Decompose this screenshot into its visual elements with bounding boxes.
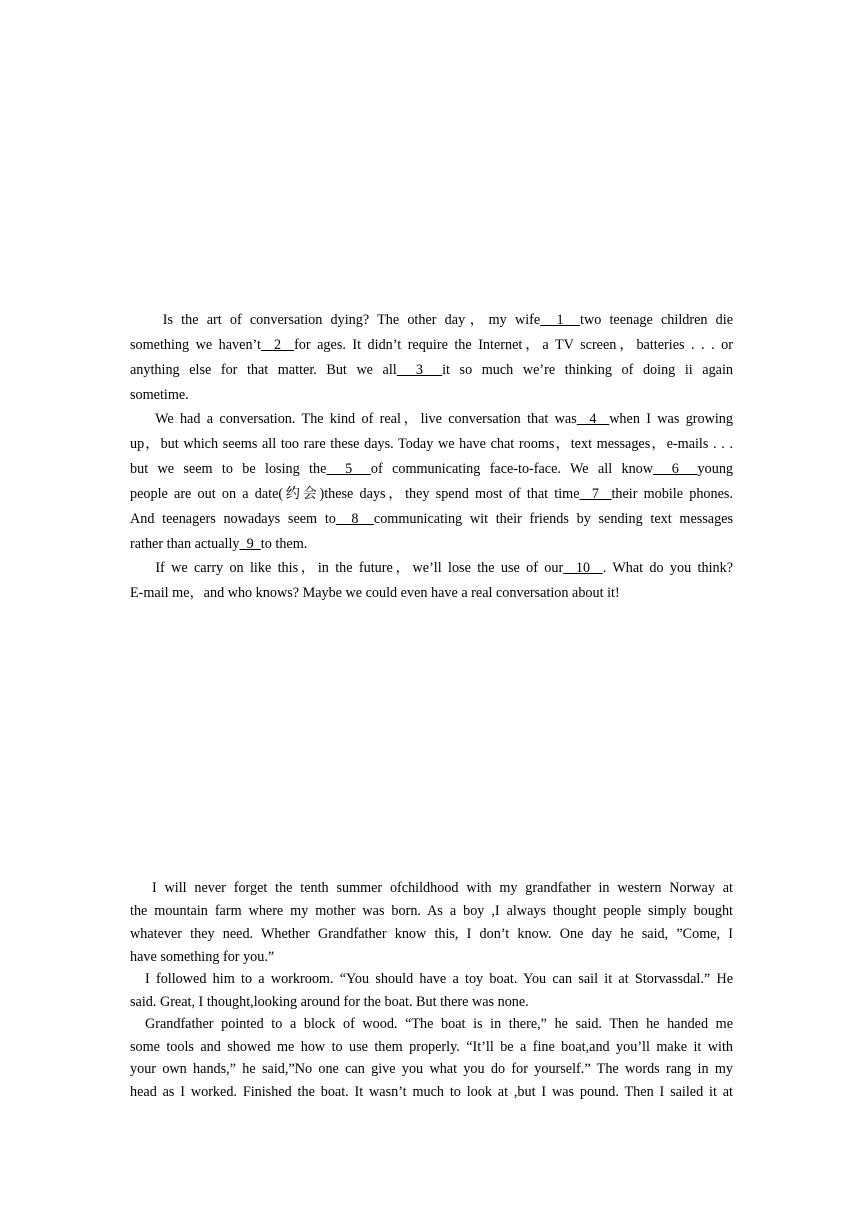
passage-line (130, 361, 733, 379)
passage-text: And teenagers nowadays seem to (130, 511, 336, 527)
passage-text: If we carry on like this，in the future，we’ll lose the use of our (130, 560, 564, 576)
reading-line: whatever they need. Whether Grandfather know this, I don’t know. One day he said, ”Come, I (130, 926, 733, 942)
reading-line: your own hands,” he said,”No one can give you what you do for yourself.” The words rang in my (130, 1061, 733, 1077)
cloze-blank[interactable]: 5 (326, 461, 371, 477)
passage-text: two teenage children die (580, 312, 733, 328)
passage-text: up，but which seems all too rare these days. Today we have chat rooms，text messages，e-mails . . . (130, 436, 733, 452)
passage-text: something we haven’t (130, 337, 261, 353)
reading-line: the mountain farm where my mother was born. As a boy ,I always thought people simply bought (130, 903, 733, 919)
passage-line (130, 584, 620, 602)
passage-line (130, 535, 307, 553)
reading-line: Grandfather pointed to a block of wood. “The boat is in there,” he said. Then he handed me (145, 1016, 733, 1032)
passage-line (130, 435, 733, 453)
passage-text: to them. (260, 536, 308, 552)
passage-text: . What do you think? (602, 560, 733, 576)
passage-text: rather than actually (130, 536, 240, 552)
passage-line (130, 559, 733, 577)
reading-line: I followed him to a workroom. “You should have a toy boat. You can sail it at Storvassdal.” He (145, 971, 733, 987)
cloze-blank[interactable]: 6 (653, 461, 698, 477)
cloze-blank[interactable]: 9 (239, 536, 261, 552)
passage-text: but we seem to be losing the (130, 461, 327, 477)
passage-text: for ages. It didn’t require the Internet，a TV screen，batteries . . . or (294, 337, 733, 353)
passage-text: people are out on a date(约会)these days，they spend most of that time (130, 486, 580, 502)
passage-text: when I was growing (609, 411, 733, 427)
passage-line (130, 410, 733, 428)
passage-text: anything else for that matter. But we all (130, 362, 397, 378)
reading-line: I will never forget the tenth summer ofchildhood with my grandfather in western Norway at (152, 880, 733, 896)
passage-line (130, 336, 733, 354)
passage-line (130, 386, 189, 404)
passage-line (130, 460, 733, 478)
passage-text: We had a conversation. The kind of real，live conversation that was (130, 411, 577, 427)
cloze-blank[interactable]: 10 (563, 560, 603, 576)
passage-text: Is the art of conversation dying? The other day，my wife (130, 312, 541, 328)
passage-text: it so much we’re thinking of doing ii again (442, 362, 734, 378)
reading-line: some tools and showed me how to use them properly. “It’ll be a fine boat,and you’ll make it with (130, 1039, 733, 1055)
passage-text: young (697, 461, 733, 477)
cloze-blank[interactable]: 4 (576, 411, 610, 427)
cloze-blank[interactable]: 3 (396, 362, 443, 378)
cloze-blank[interactable]: 1 (540, 312, 581, 328)
cloze-blank[interactable]: 8 (335, 511, 374, 527)
reading-line: said. Great, I thought,looking around for the boat. But there was none. (130, 994, 529, 1010)
passage-text: sometime. (130, 387, 189, 403)
passage-text: their mobile phones. (611, 486, 733, 502)
passage-text: E-mail me，and who knows? Maybe we could even have a real conversation about it! (130, 585, 620, 601)
passage-line (130, 311, 733, 329)
passage-line (130, 510, 733, 528)
reading-line: head as I worked. Finished the boat. It wasn’t much to look at ,but I was pound. Then I sailed it at (130, 1084, 733, 1100)
passage-line (130, 485, 733, 503)
cloze-blank[interactable]: 7 (579, 486, 612, 502)
cloze-blank[interactable]: 2 (260, 337, 295, 353)
reading-line: have something for you.” (130, 949, 275, 965)
passage-text: communicating wit their friends by sending text messages (373, 511, 733, 527)
passage-text: of communicating face-to-face. We all know (370, 461, 654, 477)
